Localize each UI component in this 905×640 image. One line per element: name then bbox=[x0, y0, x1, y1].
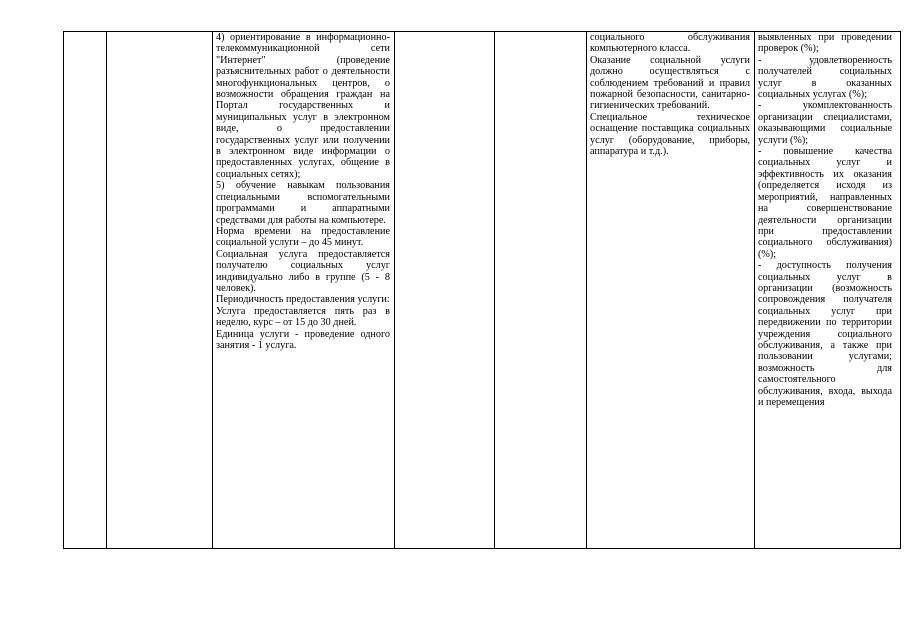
conditions-cell bbox=[590, 32, 750, 157]
paragraph: - укомплектованность организации специалистами, оказывающими социальные услуги (%); bbox=[758, 100, 892, 146]
paragraph: Периодичность предоставления услуги: bbox=[216, 294, 390, 306]
paragraph: Оказание социальной услуги должно осуществляться с соблюдением требований и правил пожарной безопасности, санитарно-гигиенических требований. bbox=[590, 54, 750, 112]
column-border bbox=[586, 31, 587, 549]
paragraph: - повышение качества социальных услуг и эффективность их оказания (определяется исходя из мероприятий, направленных на совершенствование деятельности организации при предоставлении социального обслуживания) (%); bbox=[758, 146, 892, 260]
table-bottom-border bbox=[63, 548, 901, 549]
column-border bbox=[106, 31, 107, 549]
column-border bbox=[900, 31, 901, 549]
paragraph: Услуга предоставляется пять раз в неделю, курс – от 15 до 30 дней. bbox=[216, 305, 390, 329]
paragraph: - удовлетворенность получателей социальных услуг в оказанных социальных услугах (%); bbox=[758, 54, 892, 101]
column-border bbox=[754, 31, 755, 549]
column-border bbox=[63, 31, 64, 549]
column-border bbox=[212, 31, 213, 549]
paragraph: выявленных при проведении проверок (%); bbox=[758, 32, 892, 55]
column-border bbox=[394, 31, 395, 549]
paragraph: Единица услуги - проведение одного занятия - 1 услуга. bbox=[216, 328, 390, 351]
paragraph: Социальная услуга предоставляется получателю социальных услуг индивидуально либо в группе (5 - 8 человек). bbox=[216, 248, 390, 294]
paragraph: Специальное техническое оснащение поставщика социальных услуг (оборудование, приборы, аппаратура и т.д.). bbox=[590, 111, 750, 158]
paragraph: - доступность получения социальных услуг в организации (возможность сопровождения получателя социальных услуг при передвижении по территории учреждения социального обслуживания, а также при пользовании услугами; возможность для самостоятельного обслуживания, входа, выхода и перемещения bbox=[758, 260, 892, 408]
service-description-cell bbox=[216, 32, 390, 351]
paragraph: социального обслуживания компьютерного класса. bbox=[590, 32, 750, 55]
paragraph: 4) ориентирование в информационно-телекоммуникационной сети "Интернет" (проведение разъяснительных работ о деятельности многофункциональных центров, о возможности обращения граждан на Портал государственных и муниципальных услуг в электронном виде, о предоставлении государственных услуг или получении в электронном виде информации о предоставленных услугах, общение в социальных сетях); bbox=[216, 32, 390, 180]
column-border bbox=[494, 31, 495, 549]
paragraph: Норма времени на предоставление социальной услуги – до 45 минут. bbox=[216, 225, 390, 249]
paragraph: 5) обучение навыкам пользования специальными вспомогательными программами и аппаратными средствами для работы на компьютере. bbox=[216, 180, 390, 226]
quality-indicators-cell bbox=[758, 32, 892, 408]
